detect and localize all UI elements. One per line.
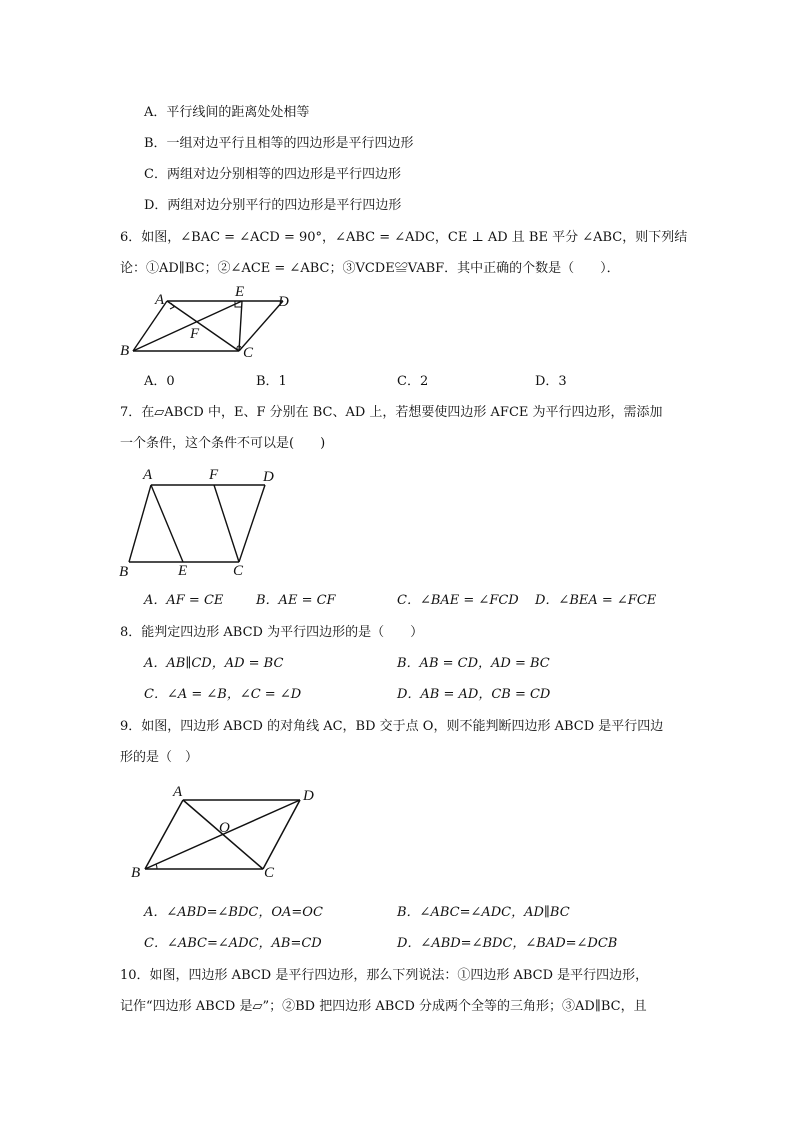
q9-stem-line2: 形的是（ ） [120,750,199,765]
q7-option-b: B．AE = CF [256,593,336,608]
q9-label-d: D [303,788,314,804]
q9-stem-line1: 9．如图，四边形 ABCD 的对角线 AC，BD 交于点 O，则不能判断四边形 ABCD 是平行四边 [120,719,664,734]
q6-label-e: E [235,284,245,300]
q7-label-f: F [209,467,219,483]
q7-stem-line2: 一个条件，这个条件不可以是( ) [120,436,326,451]
q6-option-d: D．3 [535,374,567,389]
q6-figure [115,285,305,365]
q8-option-c: C．∠A = ∠B，∠C = ∠D [144,687,302,702]
q6-option-c: C．2 [397,374,429,389]
q10-stem-line2: 记作“四边形 ABCD 是▱”；②BD 把四边形 ABCD 分成两个全等的三角形；③AD∥BC，且 [120,999,647,1014]
q7-label-b: B [119,564,129,580]
q6-label-b: B [120,343,130,359]
q9-label-c: C [264,865,275,881]
q6-label-f: F [190,326,200,342]
q7-option-d: D．∠BEA = ∠FCE [535,593,657,608]
q6-option-a: A．0 [144,374,175,389]
q9-label-a: A [173,784,183,800]
q7-figure [115,462,285,582]
q8-stem: 8．能判定四边形 ABCD 为平行四边形的是（ ） [120,625,424,640]
q9-option-c: C．∠ABC=∠ADC，AB=CD [144,936,322,951]
q7-label-c: C [233,563,244,579]
q7-option-c: C．∠BAE = ∠FCD [397,593,519,608]
q6-option-b: B．1 [256,374,287,389]
q7-label-d: D [263,469,274,485]
q9-label-b: B [131,865,141,881]
q6-stem-line1: 6．如图，∠BAC = ∠ACD = 90°，∠ABC = ∠ADC，CE ⊥ AD 且 BE 平分 ∠ABC，则下列结 [120,230,688,245]
q9-figure [125,778,335,888]
q7-label-a: A [143,467,153,483]
q6-label-a: A [155,292,165,308]
q7-stem-line1: 7．在▱ABCD 中，E、F 分别在 BC、AD 上，若想要使四边形 AFCE 为平行四边形，需添加 [120,405,663,420]
q6-label-d: D [278,294,289,310]
q9-option-d: D．∠ABD=∠BDC，∠BAD=∠DCB [397,936,618,951]
q5-option-d: D．两组对边分别平行的四边形是平行四边形 [144,198,402,213]
q8-option-a: A．AB∥CD，AD = BC [144,656,284,671]
q6-label-c: C [243,345,254,361]
q7-option-a: A．AF = CE [144,593,224,608]
q9-option-a: A．∠ABD=∠BDC，OA=OC [144,905,323,920]
q7-label-e: E [178,563,188,579]
q9-option-b: B．∠ABC=∠ADC，AD∥BC [397,905,570,920]
q8-option-b: B．AB = CD，AD = BC [397,656,550,671]
q5-option-b: B．一组对边平行且相等的四边形是平行四边形 [144,136,414,151]
q10-stem-line1: 10．如图，四边形 ABCD 是平行四边形，那么下列说法：①四边形 ABCD 是平行四边形， [120,968,649,983]
q8-option-d: D．AB = AD，CB = CD [397,687,551,702]
q6-stem-line2: 论：①AD∥BC；②∠ACE = ∠ABC；③VCDE≌VABF．其中正确的个数是（ ）． [120,261,620,276]
q5-option-a: A．平行线间的距离处处相等 [144,105,310,120]
q5-option-c: C．两组对边分别相等的四边形是平行四边形 [144,167,401,182]
q9-label-o: O [219,820,230,836]
